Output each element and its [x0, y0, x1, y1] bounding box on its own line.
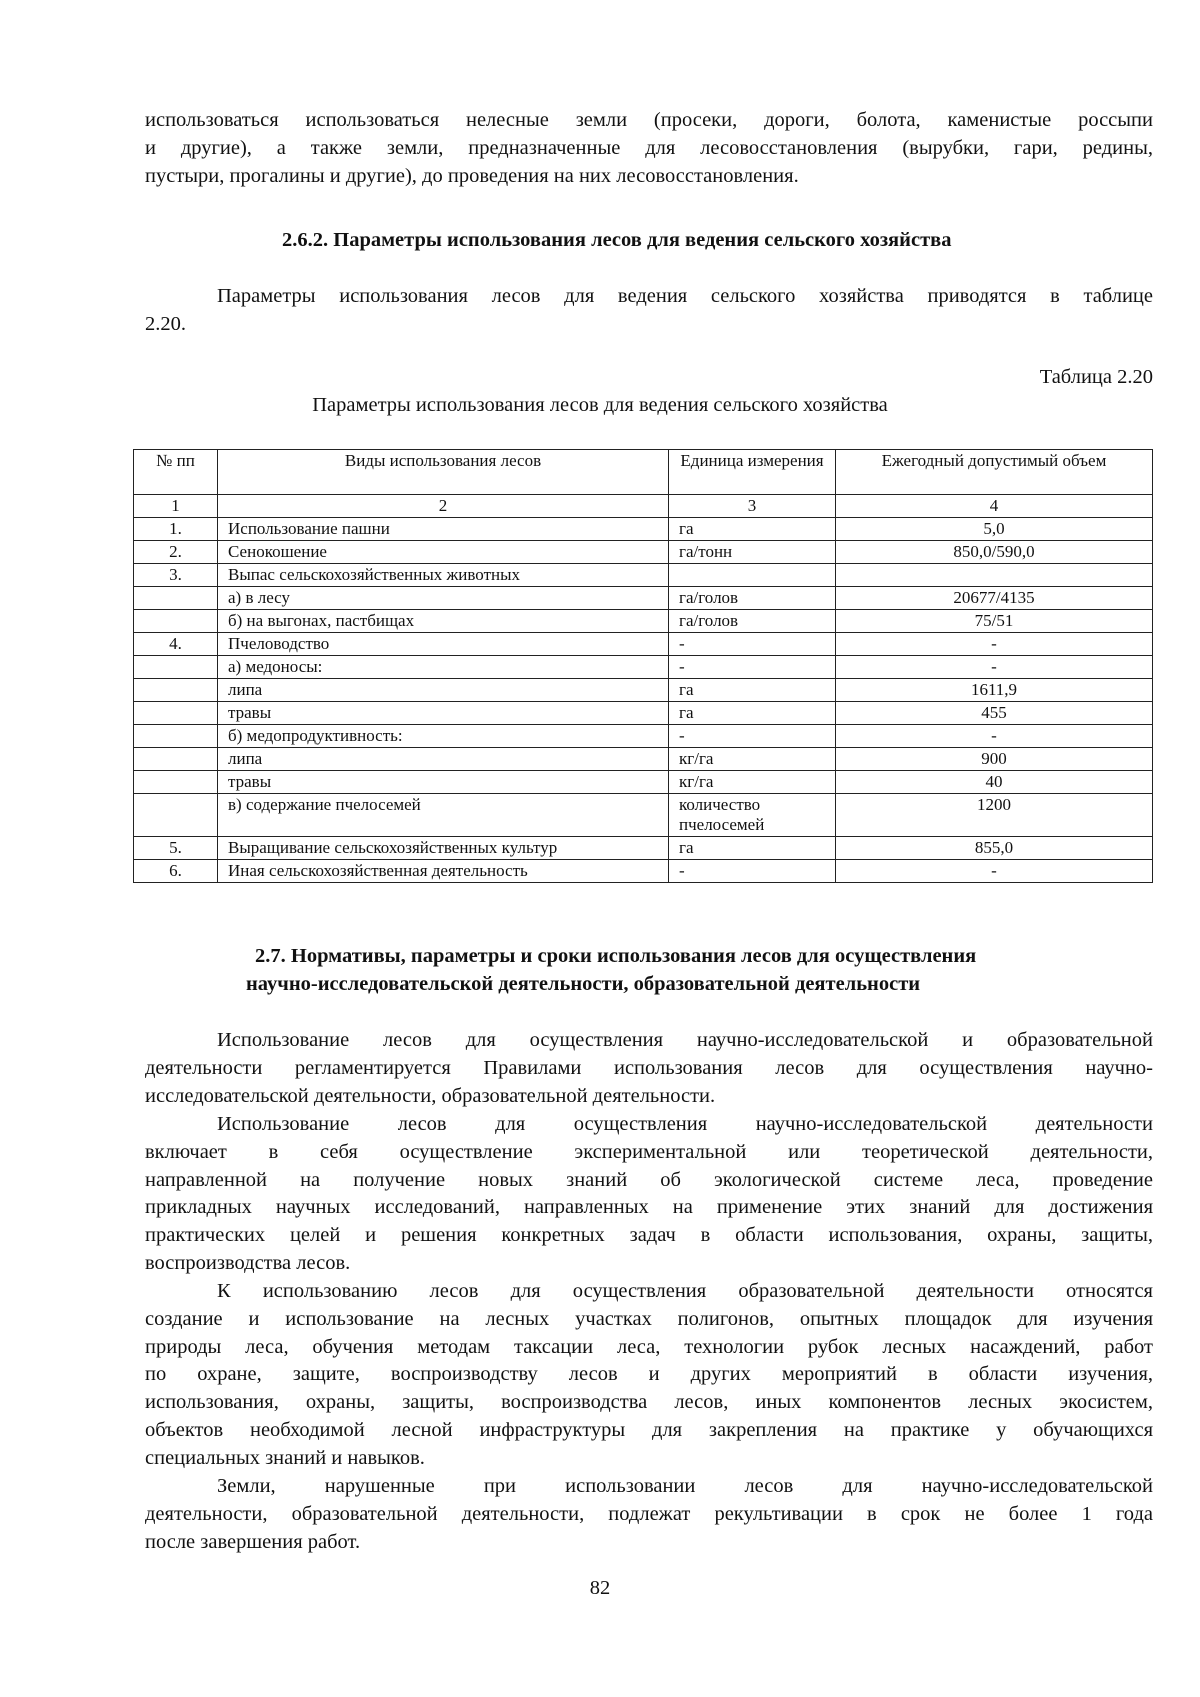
cell-usage-type: Выпас сельскохозяйственных животных: [218, 564, 669, 587]
cell-usage-type: б) на выгонах, пастбищах: [218, 610, 669, 633]
section-2-7-paragraph-2: [145, 1111, 1153, 1278]
table-row: [134, 771, 1153, 794]
text-line: создание и использование на лесных участках полигонов, опытных площадок для изучения: [145, 1307, 1153, 1330]
cell-number: [134, 748, 218, 771]
header-number: № пп: [134, 450, 218, 495]
cell-volume: 75/51: [836, 610, 1153, 633]
cell-usage-type: Использование пашни: [218, 518, 669, 541]
text-line: прикладных научных исследований, направленных на применение этих знаний для достижения: [145, 1196, 1153, 1219]
text-line: Использование лесов для осуществления научно-исследовательской и образовательной: [217, 1029, 1153, 1051]
cell-usage-type: травы: [218, 771, 669, 794]
cell-unit: кг/га: [669, 771, 836, 794]
cell-unit: га: [669, 518, 836, 541]
cell-unit: га/голов: [669, 587, 836, 610]
header-usage-type: Виды использования лесов: [218, 450, 669, 495]
cell-volume: [836, 564, 1153, 587]
cell-number: [134, 679, 218, 702]
column-number: 3: [669, 495, 836, 518]
text-line: Земли, нарушенные при использовании лесов для научно-исследовательской: [217, 1475, 1153, 1497]
section-2-7-paragraph-4: [145, 1473, 1153, 1556]
cell-volume: -: [836, 633, 1153, 656]
cell-volume: -: [836, 860, 1153, 883]
cell-number: [134, 794, 218, 837]
cell-usage-type: липа: [218, 679, 669, 702]
cell-unit: кг/га: [669, 748, 836, 771]
cell-number: 6.: [134, 860, 218, 883]
cell-number: 1.: [134, 518, 218, 541]
cell-usage-type: а) медоносы:: [218, 656, 669, 679]
table-row: [134, 587, 1153, 610]
parameters-table: [133, 449, 1153, 883]
page-number: 82: [589, 1577, 611, 1599]
cell-number: [134, 587, 218, 610]
text-line: деятельности регламентируется Правилами использования лесов для осуществления научно-: [145, 1056, 1153, 1079]
cell-unit: га/голов: [669, 610, 836, 633]
table-row: [134, 564, 1153, 587]
table-header-row: [134, 450, 1153, 495]
table-title: Параметры использования лесов для ведения сельского хозяйства: [312, 394, 888, 416]
text-line: после завершения работ.: [145, 1530, 361, 1553]
cell-number: [134, 771, 218, 794]
table-row: [134, 748, 1153, 771]
cell-unit: га: [669, 837, 836, 860]
cell-usage-type: Иная сельскохозяйственная деятельность: [218, 860, 669, 883]
section-2-6-2-paragraph: [145, 283, 1153, 339]
cell-number: 5.: [134, 837, 218, 860]
cell-number: 2.: [134, 541, 218, 564]
cell-volume: 455: [836, 702, 1153, 725]
header-unit: Единица измерения: [669, 450, 836, 495]
text-line: воспроизводства лесов.: [145, 1251, 351, 1274]
table-row: [134, 794, 1153, 837]
column-number: 4: [836, 495, 1153, 518]
table-row: [134, 679, 1153, 702]
cell-usage-type: липа: [218, 748, 669, 771]
table-row: [134, 633, 1153, 656]
section-heading-2-7-line1: 2.7. Нормативы, параметры и сроки использования лесов для осуществления: [255, 945, 977, 967]
cell-usage-type: Сенокошение: [218, 541, 669, 564]
cell-usage-type: б) медопродуктивность:: [218, 725, 669, 748]
text-line: по охране, защите, воспроизводству лесов и других мероприятий в области изучения,: [145, 1363, 1153, 1386]
column-number-row: [134, 495, 1153, 518]
text-line: деятельности, образовательной деятельности, подлежат рекультивации в срок не более 1 года: [145, 1502, 1153, 1525]
cell-volume: -: [836, 656, 1153, 679]
cell-volume: 850,0/590,0: [836, 541, 1153, 564]
text-line: Использование лесов для осуществления научно-исследовательской деятельности: [217, 1113, 1153, 1135]
table-row: [134, 702, 1153, 725]
cell-number: [134, 610, 218, 633]
section-2-7-paragraph-3: [145, 1278, 1153, 1473]
text-line: включает в себя осуществление экспериментальной или теоретической деятельности,: [145, 1140, 1153, 1163]
header-annual-volume: Ежегодный допустимый объем: [836, 450, 1153, 495]
cell-volume: 5,0: [836, 518, 1153, 541]
text-line: направленной на получение новых знаний об экологической системе леса, проведение: [145, 1168, 1153, 1191]
text-line: практических целей и решения конкретных задач в области использования, охраны, защиты,: [145, 1224, 1153, 1247]
text-line: использоваться использоваться нелесные земли (просеки, дороги, болота, каменистые россыпи: [145, 109, 1153, 131]
cell-unit: -: [669, 860, 836, 883]
cell-usage-type: а) в лесу: [218, 587, 669, 610]
table-row: [134, 541, 1153, 564]
cell-unit: га: [669, 702, 836, 725]
cell-volume: 40: [836, 771, 1153, 794]
cell-usage-type: в) содержание пчелосемей: [218, 794, 669, 837]
cell-usage-type: Пчеловодство: [218, 633, 669, 656]
cell-number: 3.: [134, 564, 218, 587]
table-row: [134, 656, 1153, 679]
column-number: 1: [134, 495, 218, 518]
text-line: исследовательской деятельности, образовательной деятельности.: [145, 1084, 716, 1107]
cell-number: [134, 702, 218, 725]
text-line: и другие), а также земли, предназначенные для лесовосстановления (вырубки, гари, редины,: [145, 136, 1153, 159]
cell-unit: -: [669, 725, 836, 748]
cell-volume: -: [836, 725, 1153, 748]
intro-paragraph: [145, 107, 1153, 190]
cell-number: 4.: [134, 633, 218, 656]
table-label: Таблица 2.20: [1039, 366, 1153, 388]
text-line: специальных знаний и навыков.: [145, 1446, 425, 1469]
cell-unit: га/тонн: [669, 541, 836, 564]
cell-number: [134, 725, 218, 748]
cell-volume: 855,0: [836, 837, 1153, 860]
section-heading-2-7-line2: научно-исследовательской деятельности, образовательной деятельности: [246, 973, 921, 995]
cell-volume: 900: [836, 748, 1153, 771]
cell-usage-type: Выращивание сельскохозяйственных культур: [218, 837, 669, 860]
cell-usage-type: травы: [218, 702, 669, 725]
table-row: [134, 837, 1153, 860]
section-2-7-paragraph-1: [145, 1027, 1153, 1110]
table-row: [134, 518, 1153, 541]
table-row: [134, 860, 1153, 883]
cell-unit: [669, 564, 836, 587]
cell-volume: 1611,9: [836, 679, 1153, 702]
text-line: использования, охраны, защиты, воспроизводства лесов, иных компонентов лесных экосистем,: [145, 1391, 1153, 1414]
text-line: объектов необходимой лесной инфраструктуры для закрепления на практике у обучающихся: [145, 1418, 1153, 1441]
text-line: К использованию лесов для осуществления образовательной деятельности относятся: [217, 1280, 1153, 1302]
cell-volume: 20677/4135: [836, 587, 1153, 610]
text-line: природы леса, обучения методам таксации леса, технологии рубок лесных насаждений, работ: [145, 1335, 1153, 1358]
cell-unit: га: [669, 679, 836, 702]
text-line: 2.20.: [145, 312, 186, 335]
text-line: пустыри, прогалины и другие), до проведения на них лесовосстановления.: [145, 164, 799, 187]
cell-volume: 1200: [836, 794, 1153, 837]
table-row: [134, 610, 1153, 633]
cell-unit: -: [669, 633, 836, 656]
cell-unit: -: [669, 656, 836, 679]
cell-number: [134, 656, 218, 679]
cell-unit: количество пчелосемей: [669, 794, 836, 837]
text-line: Параметры использования лесов для ведения сельского хозяйства приводятся в таблице: [217, 285, 1153, 307]
section-heading-2-6-2: 2.6.2. Параметры использования лесов для ведения сельского хозяйства: [282, 229, 952, 251]
column-number: 2: [218, 495, 669, 518]
table-row: [134, 725, 1153, 748]
